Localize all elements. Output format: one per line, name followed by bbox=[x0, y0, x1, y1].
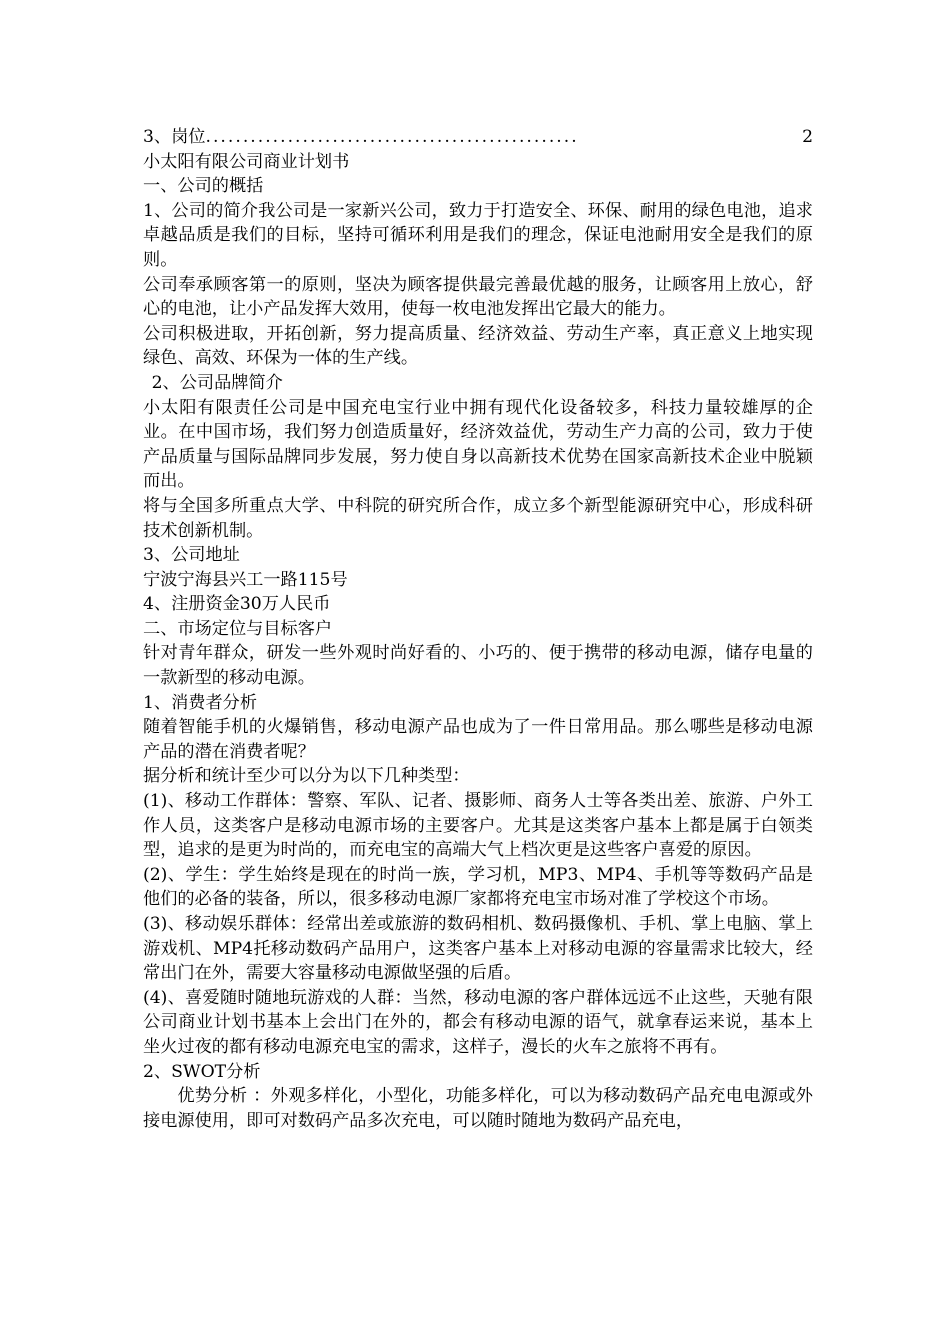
paragraph-address: 宁波宁海县兴工一路115号 bbox=[143, 569, 348, 590]
paragraph-innovation: 公司积极进取，开拓创新，努力提高质量、经济效益、劳动生产率，真正意义上地实现绿色、高效、环保为一体的生产线。 bbox=[143, 323, 813, 369]
paragraph-types: 据分析和统计至少可以分为以下几种类型： bbox=[143, 766, 470, 787]
paragraph-type-4: (4)、喜爱随时随地玩游戏的人群：当然，移动电源的客户群体远远不止这些，天驰有限公司商业计划书基本上会出门在外的，都会有移动电源的语气，就拿春运来说，基本上坐火过夜的都有移动电源充电宝的需求，这样子，漫长的火车之旅将不再有。 bbox=[143, 987, 813, 1057]
paragraph-consumer-intro: 随着智能手机的火爆销售，移动电源产品也成为了一件日常用品。那么哪些是移动电源产品的潜在消费者呢？ bbox=[143, 717, 813, 762]
paragraph-customer-first: 公司奉承顾客第一的原则，坚决为顾客提供最完善最优越的服务，让顾客用上放心，舒心的电池，让小产品发挥大效用，使每一枚电池发挥出它最大的能力。 bbox=[143, 274, 813, 320]
paragraph-type-3: (3)、移动娱乐群体：经常出差或旅游的数码相机、数码摄像机、手机、掌上电脑、掌上游戏机、MP4托移动数码产品用户，这类客户基本上对移动电源的容量需求比较大，经常出门在外，需要大容量移动电源做坚强的后盾。 bbox=[143, 914, 813, 984]
document-page bbox=[143, 125, 813, 1133]
paragraph-strengths: 优势分析 ：外观多样化，小型化，功能多样化，可以为移动数码产品充电电源或外接电源使用，即可对数码产品多次充电，可以随时随地为数码产品充电， bbox=[143, 1086, 813, 1131]
toc-page-number: 2 bbox=[802, 127, 813, 147]
paragraph-target: 针对青年群众，研发一些外观时尚好看的、小巧的、便于携带的移动电源，储存电量的一款新型的移动电源。 bbox=[143, 643, 813, 689]
paragraph-type-2: (2)、学生：学生始终是现在的时尚一族，学习机，MP3、MP4、手机等等数码产品是他们的必备的装备，所以，很多移动电源厂家都将充电宝市场对准了学校这个市场。 bbox=[143, 864, 813, 910]
paragraph-type-1: (1)、移动工作群体：警察、军队、记者、摄影师、商务人士等各类出差、旅游、户外工作人员，这类客户是移动电源市场的主要客户。尤其是这类客户基本上都是属于白领类型，追求的是更为时尚的，而充电宝的高端大气上档次更是这些客户喜爱的原因。 bbox=[143, 791, 813, 861]
paragraph-brand-intro: 小太阳有限责任公司是中国充电宝行业中拥有现代化设备较多，科技力量较雄厚的企业。在中国市场，我们努力创造质量好，经济效益优，劳动生产力高的公司，致力于使产品质量与国际品牌同步发展，努力使自身以高新技术优势在国家高新技术企业中脱颖而出。 bbox=[143, 397, 813, 492]
toc-entry[interactable] bbox=[143, 125, 813, 150]
document-title: 小太阳有限公司商业计划书 bbox=[143, 151, 350, 172]
toc-leader-dots: .................................................. bbox=[205, 127, 579, 147]
toc-label: 3、岗位 bbox=[143, 127, 206, 147]
subheading-swot: 2、SWOT分析 bbox=[143, 1061, 261, 1082]
section-heading-market: 二、市场定位与目标客户 bbox=[143, 618, 333, 639]
paragraph-company-intro: 1、公司的简介我公司是一家新兴公司，致力于打造安全、环保、耐用的绿色电池，追求卓越品质是我们的目标，坚持可循环利用是我们的理念，保证电池耐用安全是我们的原则。 bbox=[143, 200, 813, 270]
subheading-capital: 4、注册资金30万人民币 bbox=[143, 594, 331, 615]
subheading-address: 3、公司地址 bbox=[143, 545, 240, 566]
section-heading-overview: 一、公司的概括 bbox=[143, 176, 264, 197]
paragraph-cooperation: 将与全国多所重点大学、中科院的研究所合作，成立多个新型能源研究中心，形成科研技术创新机制。 bbox=[143, 495, 813, 541]
subheading-consumer: 1、消费者分析 bbox=[143, 692, 258, 713]
subheading-brand: 2、公司品牌简介 bbox=[151, 372, 283, 393]
